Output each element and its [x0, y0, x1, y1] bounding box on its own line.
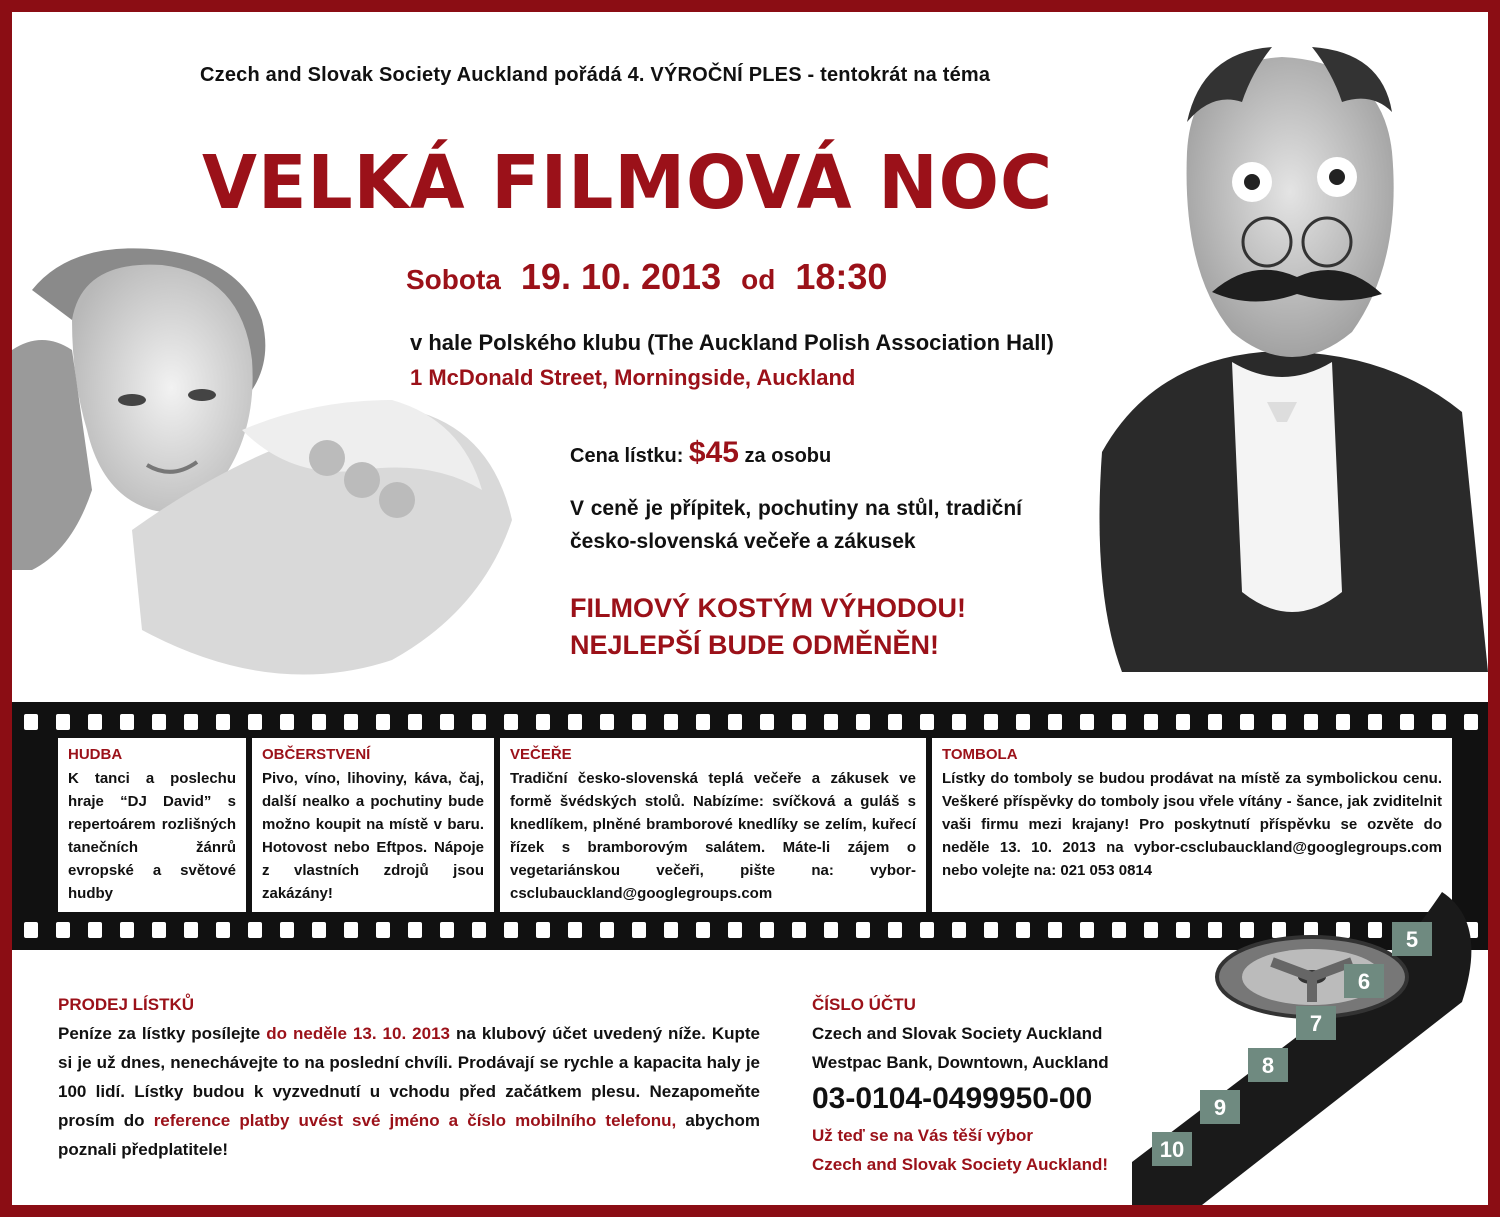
sprocket-hole — [280, 922, 294, 938]
frame-title: OBČERSTVENÍ — [262, 746, 371, 763]
frame-vecere — [500, 738, 926, 912]
sprocket-hole — [184, 922, 198, 938]
frame-title: HUDBA — [68, 746, 123, 763]
ticket-price — [570, 436, 831, 470]
sprocket-hole — [888, 922, 902, 938]
frame-text: Lístky do tomboly se budou prodávat na místě za symbolickou cenu. Veškeré příspěvky do tomboly jsou vřele vítány - šance, jak zviditelnit vaši firmu mezi krajany! Pro poskytnutí příspěvku se ozvěte do neděle 13. 10. 2013 na vybor-csclubauckland@googlegroups.com nebo volejte na: 021 053 0814 — [942, 770, 1442, 879]
frame-text: Tradiční česko-slovenská teplá večeře a zákusek ve formě švédských stolů. Nabízíme: svíčková a guláš s knedlíkem, plněné bramborové knedlíky se zelím, kuřecí řízek s bramborovým salátem. Máte-li zájem o vegetariánskou večeři, pište na: vybor-csclubauckland@googlegroups.com — [510, 770, 916, 902]
sprocket-hole — [664, 922, 678, 938]
tickets-text-3: abychom poznali předplatitele! — [58, 1111, 761, 1159]
sprocket-hole — [536, 922, 550, 938]
sprocket-hole — [504, 714, 518, 730]
sprocket-hole — [440, 922, 454, 938]
sprocket-hole — [696, 922, 710, 938]
venue-hall: v hale Polského klubu (The Auckland Polish Association Hall) — [410, 330, 1054, 355]
sprocket-hole — [696, 714, 710, 730]
sprocket-hole — [56, 714, 70, 730]
venue-address: 1 McDonald Street, Morningside, Auckland — [410, 365, 856, 390]
sprocket-hole — [600, 714, 614, 730]
sprocket-hole — [120, 714, 134, 730]
reel-number: 8 — [1261, 1053, 1275, 1078]
costume-notice — [570, 590, 966, 664]
event-od: od — [741, 264, 776, 295]
sprocket-hole — [1016, 922, 1030, 938]
sprocket-hole — [568, 922, 582, 938]
sprocket-hole — [920, 922, 934, 938]
sprocket-hole — [952, 714, 966, 730]
sprocket-hole — [216, 714, 230, 730]
sprocket-hole — [856, 922, 870, 938]
sprocket-hole — [1080, 714, 1094, 730]
sprocket-hole — [1048, 922, 1062, 938]
sprocket-hole — [952, 922, 966, 938]
frame-title: TOMBOLA — [942, 746, 1018, 763]
sprocket-hole — [824, 714, 838, 730]
sprocket-hole — [536, 714, 550, 730]
film-reel-icon — [1122, 862, 1488, 1205]
reel-number: 5 — [1405, 927, 1419, 952]
reel-number: 9 — [1213, 1095, 1227, 1120]
event-date — [406, 256, 887, 298]
sprocket-hole — [312, 714, 326, 730]
sprocket-hole — [1048, 714, 1062, 730]
sprocket-hole — [728, 922, 742, 938]
reel-number: 7 — [1309, 1011, 1323, 1036]
sprocket-hole — [88, 922, 102, 938]
price-label: Cena lístku: — [570, 445, 684, 467]
sprocket-hole — [248, 922, 262, 938]
sprocket-hole — [376, 922, 390, 938]
sprocket-hole — [312, 922, 326, 938]
sprocket-hole — [760, 922, 774, 938]
sprocket-hole — [1240, 714, 1254, 730]
price-unit: za osobu — [744, 445, 832, 467]
sprocket-hole — [24, 922, 38, 938]
sprocket-hole — [792, 714, 806, 730]
sprocket-hole — [152, 922, 166, 938]
sprocket-hole — [984, 922, 998, 938]
sprocket-hole — [472, 714, 486, 730]
sprocket-hole — [1208, 714, 1222, 730]
closing-line-2: Czech and Slovak Society Auckland! — [812, 1155, 1109, 1174]
account-number: 03-0104-0499950-00 — [812, 1082, 1093, 1115]
sprocket-hole — [1144, 714, 1158, 730]
sprocket-hole — [792, 922, 806, 938]
sprocket-hole — [24, 714, 38, 730]
reel-number: 10 — [1159, 1137, 1185, 1162]
frame-title: VEČEŘE — [510, 746, 572, 763]
sprocket-hole — [504, 922, 518, 938]
closing-line-1: Už teď se na Vás těší výbor — [812, 1126, 1034, 1145]
sprocket-hole — [984, 714, 998, 730]
sprocket-hole — [1016, 714, 1030, 730]
costume-line-2: NEJLEPŠÍ BUDE ODMĚNĚN! — [570, 630, 940, 660]
poster-canvas — [12, 12, 1488, 1205]
tickets-deadline: do neděle 13. 10. 2013 — [266, 1024, 451, 1043]
price-amount: $45 — [688, 436, 739, 469]
event-time: 18:30 — [795, 256, 888, 297]
sprocket-hole — [1304, 714, 1318, 730]
sprocket-hole — [888, 714, 902, 730]
sprocket-hole — [568, 714, 582, 730]
account-bank: Westpac Bank, Downtown, Auckland — [812, 1053, 1109, 1072]
sprocket-hole — [184, 714, 198, 730]
sprocket-hole — [1272, 714, 1286, 730]
sprocket-hole — [120, 922, 134, 938]
sprocket-hole — [1080, 922, 1094, 938]
price-includes: V ceně je přípitek, pochutiny na stůl, tradiční česko-slovenská večeře a zákusek — [570, 497, 1022, 553]
sprocket-hole — [216, 922, 230, 938]
sprocket-hole — [1432, 714, 1446, 730]
sprocket-hole — [632, 922, 646, 938]
sprocket-hole — [344, 714, 358, 730]
costume-line-1: FILMOVÝ KOSTÝM VÝHODOU! — [570, 593, 967, 623]
sprocket-hole — [1464, 714, 1478, 730]
event-date-value: 19. 10. 2013 — [520, 256, 722, 297]
sprocket-hole — [664, 714, 678, 730]
sprocket-hole — [408, 714, 422, 730]
frame-text: K tanci a poslechu hraje “DJ David” s repertoárem rozlišných tanečních žánrů evropské a světové hudby — [68, 770, 236, 902]
page-title: VELKÁ FILMOVÁ NOC — [202, 140, 1054, 226]
sprocket-hole — [600, 922, 614, 938]
sprocket-hole — [1368, 714, 1382, 730]
sprocket-hole — [728, 714, 742, 730]
actor-photo — [1092, 32, 1488, 672]
sprocket-hole — [152, 714, 166, 730]
sprocket-hole — [856, 714, 870, 730]
tickets-text-2: na klubový účet uvedený níže. Kupte si je už dnes, nenechávejte to na poslední chvíli. Prodávají se rychle a kapacita haly je 100 lidí. Lístky budou k vyzvednutí u vchodu před začátkem plesu. Nezapomeňte prosím do — [58, 1024, 760, 1130]
sprocket-hole — [440, 714, 454, 730]
frame-text: Pivo, víno, lihoviny, káva, čaj, další nealko a pochutiny bude možno koupit na místě v baru. Hotovost nebo Eftpos. Nápoje z vlastních zdrojů jsou zakázány! — [262, 770, 484, 902]
account-title: ČÍSLO ÚČTU — [812, 995, 916, 1014]
sprocket-hole — [88, 714, 102, 730]
frame-hudba — [58, 738, 246, 912]
sprocket-hole — [56, 922, 70, 938]
intro-text: Czech and Slovak Society Auckland pořádá 4. VÝROČNÍ PLES - tentokrát na téma — [200, 64, 991, 86]
frame-obcerstveni — [252, 738, 494, 912]
sprocket-hole — [632, 714, 646, 730]
sprocket-hole — [408, 922, 422, 938]
event-day: Sobota — [406, 264, 501, 295]
sprocket-hole — [344, 922, 358, 938]
sprocket-hole — [760, 714, 774, 730]
sprocket-hole — [376, 714, 390, 730]
account-name: Czech and Slovak Society Auckland — [812, 1024, 1103, 1043]
sprocket-hole — [472, 922, 486, 938]
tickets-text-1: Peníze za lístky posílejte — [58, 1024, 261, 1043]
sprocket-hole — [1112, 714, 1126, 730]
tickets-title: PRODEJ LÍSTKŮ — [58, 995, 195, 1014]
account-section — [812, 990, 1142, 1179]
sprocket-hole — [1400, 714, 1414, 730]
sprocket-hole — [824, 922, 838, 938]
sprocket-hole — [1336, 714, 1350, 730]
sprocket-hole — [1176, 714, 1190, 730]
reel-number: 6 — [1357, 969, 1371, 994]
tickets-section — [58, 990, 760, 1164]
sprocket-hole — [248, 714, 262, 730]
tickets-reference: reference platby uvést své jméno a číslo mobilního telefonu, — [153, 1111, 677, 1130]
actress-photo — [12, 230, 532, 700]
film-holes-top — [12, 714, 1488, 730]
sprocket-hole — [280, 714, 294, 730]
sprocket-hole — [920, 714, 934, 730]
